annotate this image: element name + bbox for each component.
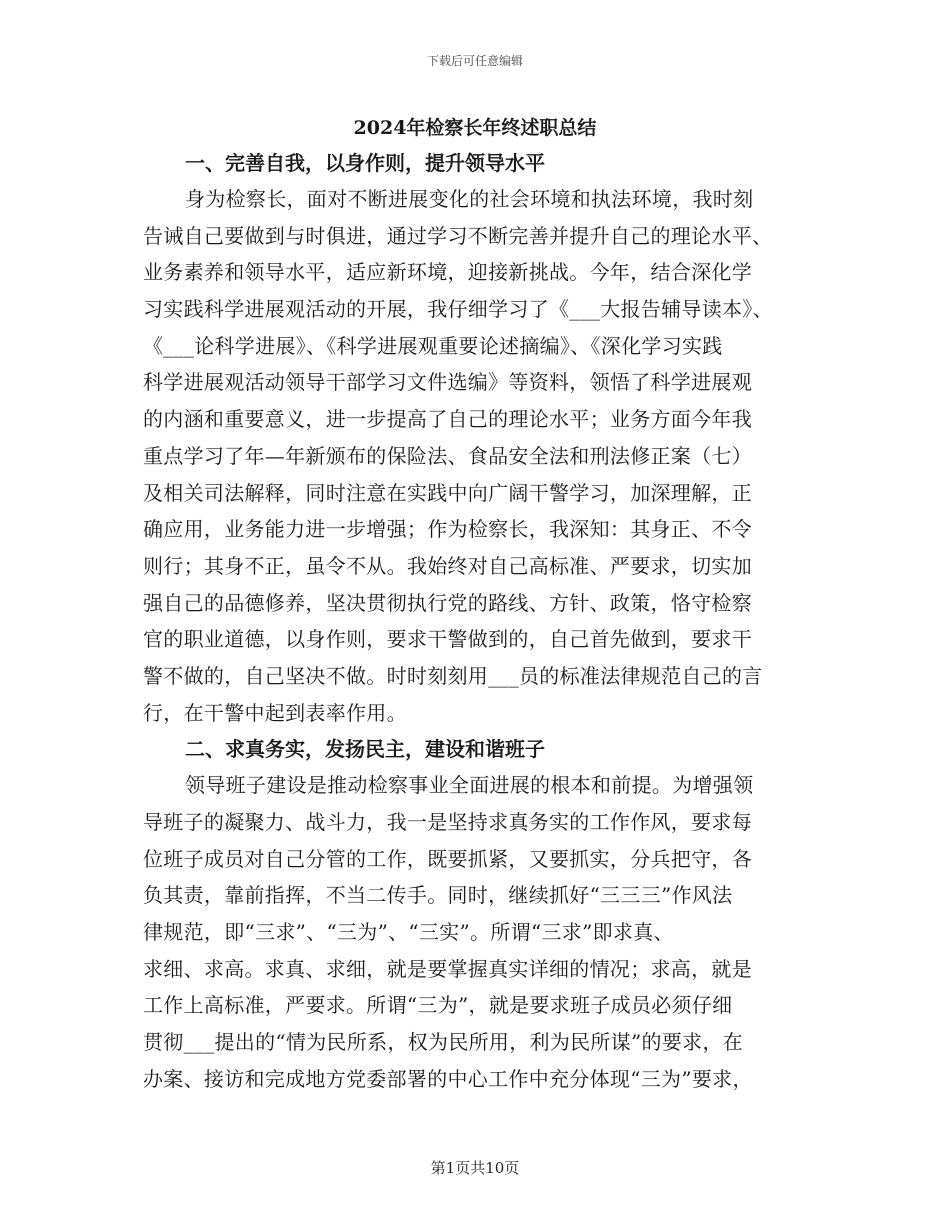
paragraph-line: 强自己的品德修养，坚决贯彻执行党的路线、方针、政策，恪守检察 (143, 590, 752, 615)
paragraph-line: 领导班子建设是推动检察事业全面进展的根本和前提。为增强领 (185, 773, 754, 798)
paragraph-line: 工作上高标准，严要求。所谓“三为”，就是要求班子成员必须仔细 (143, 993, 733, 1018)
section-heading: 二、求真务实，发扬民主，建设和谐班子 (185, 737, 545, 762)
document-title: 2024年检察长年终述职总结 (353, 117, 597, 139)
paragraph-line: 求细、求高。求真、求细，就是要掌握真实详细的情况；求高，就是 (143, 956, 752, 981)
paragraph-line: 及相关司法解释，同时注意在实践中向广阔干警学习，加深理解，正 (143, 480, 752, 505)
paragraph-line: 位班子成员对自己分管的工作，既要抓紧，又要抓实，分兵把守，各 (143, 846, 752, 871)
paragraph-line: 行，在干警中起到表率作用。 (143, 700, 407, 725)
paragraph-line: 官的职业道德，以身作则，要求干警做到的，自己首先做到，要求干 (143, 627, 752, 652)
paragraph-line: 《___论科学进展》、《科学进展观重要论述摘编》、《深化学习实践 (143, 333, 723, 358)
paragraph-line: 重点学习了年—年新颁布的保险法、食品安全法和刑法修正案（七） (143, 443, 752, 468)
document-body (143, 145, 811, 1098)
paragraph-line: 办案、接访和完成地方党委部署的中心工作中充分体现“三为”要求， (143, 1066, 753, 1091)
paragraph-line: 贯彻___提出的“情为民所系，权为民所用，利为民所谋”的要求，在 (143, 1030, 744, 1055)
paragraph-line: 的内涵和重要意义，进一步提高了自己的理论水平；业务方面今年我 (143, 407, 752, 432)
page-footer: 第1页共10页 (430, 1159, 520, 1177)
paragraph-line: 科学进展观活动领导干部学习文件选编》等资料，领悟了科学进展观 (143, 370, 752, 395)
paragraph-line: 业务素养和领导水平，适应新环境，迎接新挑战。今年，结合深化学 (143, 260, 752, 285)
paragraph-line: 身为检察长，面对不断进展变化的社会环境和执法环境，我时刻 (185, 187, 754, 211)
section-heading: 一、完善自我，以身作则，提升领导水平 (185, 151, 545, 175)
paragraph-line: 导班子的凝聚力、战斗力，我一是坚持求真务实的工作作风，要求每 (143, 810, 752, 834)
paragraph-line: 习实践科学进展观活动的开展，我仔细学习了《___大报告辅导读本》、 (143, 297, 773, 322)
paragraph-line: 负其责，靠前指挥，不当二传手。同时，继续抓好“三三三”作风法 (143, 883, 733, 908)
paragraph-line: 警不做的，自己坚决不做。时时刻刻用___员的标准法律规范自己的言 (143, 663, 763, 688)
header-note: 下载后可任意编辑 (426, 54, 523, 68)
paragraph-line: 律规范，即“三求”、“三为”、“三实”。所谓“三求”即求真、 (143, 920, 674, 945)
paragraph-line: 则行；其身不正，虽令不从。我始终对自己高标准、严要求，切实加 (143, 553, 752, 578)
paragraph-line: 告诫自己要做到与时俱进，通过学习不断完善并提升自己的理论水平、 (143, 223, 773, 248)
paragraph-line: 确应用，业务能力进一步增强；作为检察长，我深知：其身正、不令 (143, 517, 752, 542)
